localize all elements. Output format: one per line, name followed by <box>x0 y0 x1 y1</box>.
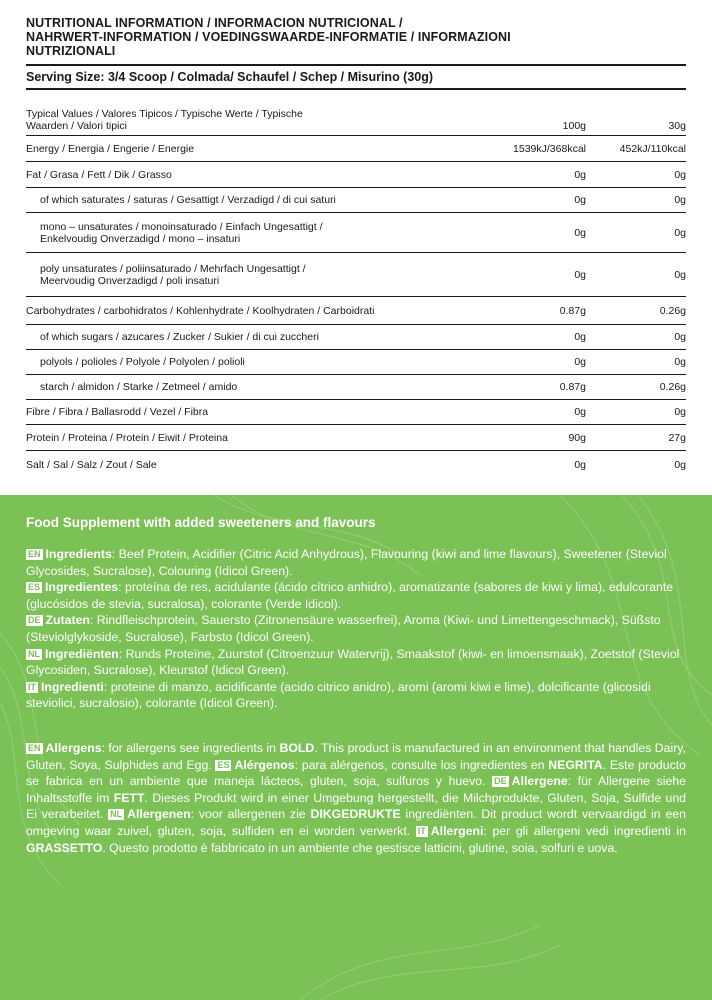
ingredients-keyword: Ingredienti <box>41 679 104 694</box>
language-badge: EN <box>28 549 41 559</box>
allergens-bold-word: BOLD <box>279 740 315 755</box>
allergens-text: : for allergens see ingredients in <box>101 740 280 755</box>
row-value-100g: 0g <box>574 168 586 181</box>
ingredients-block <box>26 546 686 712</box>
column-100g: 100g <box>562 120 586 132</box>
allergens-text: . Questo prodotto è fabbricato in un ambiente che gestisce latticini, glutine, soia, solfuri e uova. <box>102 840 618 855</box>
row-label <box>26 263 494 287</box>
row-value-30g: 0g <box>674 331 686 343</box>
row-label: of which sugars / azucares / Zucker / Sukier / di cui zuccheri <box>40 331 319 343</box>
row-value-100g: 0g <box>574 194 586 206</box>
row-value-100g: 0g <box>574 331 586 343</box>
food-supplement-title: Food Supplement with added sweeteners and flavours <box>26 515 376 530</box>
language-badge: IT <box>417 825 426 836</box>
serving-size: Serving Size: 3/4 Scoop / Colmada/ Schaufel / Schep / Misurino (30g) <box>26 66 686 90</box>
allergens-keyword: Allergene <box>511 774 568 789</box>
row-label: polyols / polioles / Polyole / Polyolen / polioli <box>40 356 245 368</box>
row-value-100g: 0g <box>574 268 586 281</box>
table-row <box>26 136 686 162</box>
row-label <box>26 221 494 245</box>
row-label: Fat / Grasa / Fett / Dik / Grasso <box>26 168 172 181</box>
allergens-block <box>26 740 686 856</box>
table-row <box>26 162 686 188</box>
table-row <box>26 425 686 451</box>
row-label: Energy / Energia / Engerie / Energie <box>26 142 195 155</box>
language-badge: ES <box>28 582 41 593</box>
row-value-100g: 90g <box>568 431 586 444</box>
table-row <box>26 350 686 375</box>
allergens-bold-word: FETT <box>113 790 145 805</box>
table-row <box>26 253 686 297</box>
allergens-text: : für Allergene siehe Inhaltsstoffe im <box>26 774 686 805</box>
allergens-text: : voor allergenen zie <box>190 807 311 822</box>
ingredients-nl <box>26 646 686 679</box>
row-value-100g: 1539kJ/368kcal <box>513 142 586 155</box>
table-header <box>26 90 686 136</box>
nutrition-heading <box>26 16 686 58</box>
allergens-keyword: Allergenen <box>127 807 191 822</box>
row-value-30g: 0g <box>674 194 686 206</box>
language-badge: DE <box>494 776 507 787</box>
table-row <box>26 451 686 478</box>
row-value-100g: 0g <box>574 458 586 471</box>
table-row <box>26 400 686 425</box>
row-value-30g: 0g <box>674 406 686 418</box>
row-value-30g: 0.26g <box>659 304 686 317</box>
allergens-bold-word: GRASSETTO <box>26 840 103 855</box>
table-row <box>26 213 686 253</box>
allergens-text: . This product is manufactured in an environment that handles Dairy, Gluten, Soya, Sulphides and Egg. <box>26 740 686 772</box>
ingredients-es <box>26 579 686 612</box>
language-badge: NL <box>110 809 123 820</box>
ingredients-text: : Beef Protein, Acidifier (Citric Acid Anhydrous), Flavouring (kiwi and lime flavours), Sweetener (Steviol Glycosides, Sucralose), Colouring (Idicol Green). <box>26 547 667 578</box>
ingredients-it <box>26 679 686 712</box>
row-label: of which saturates / saturas / Gesattigt / Verzadigd / di cui saturi <box>40 194 336 206</box>
ingredients-text: : proteine di manzo, acidificante (acido citrico anidro), aromi (aromi kiwi e lime), dolcificante (glicosidi steviolici, sucralosio), colorante (Idicol Green). <box>26 679 651 711</box>
ingredients-de <box>26 612 686 645</box>
heading-line: NUTRITIONAL INFORMATION / INFORMACION NUTRICIONAL / <box>26 16 403 30</box>
ingredients-keyword: Ingredients <box>45 547 112 561</box>
allergens-text: : per gli allergeni vedi ingredienti in <box>483 823 686 838</box>
header-label-line: Typical Values / Valores Tipicos / Typische Werte / Typische <box>26 108 303 120</box>
row-value-100g: 0.87g <box>559 381 586 393</box>
heading-line: NUTRIZIONALI <box>26 44 116 58</box>
row-label: Fibre / Fibra / Ballasrodd / Vezel / Fibra <box>26 406 209 418</box>
column-30g: 30g <box>668 120 686 132</box>
table-row <box>26 297 686 325</box>
ingredients-text: : Rindfleischprotein, Sauersto (Zitronensäure wasserfrei), Aroma (Kiwi- und Limettengeschmack), Süßsto (Steviolglykoside, Sucralose), Farbsto (Idicol Green). <box>26 613 661 644</box>
table-row <box>26 188 686 213</box>
row-label: Salt / Sal / Salz / Zout / Sale <box>26 458 157 471</box>
language-badge: IT <box>28 681 36 692</box>
row-value-100g: 0g <box>574 356 586 368</box>
row-label-line: Enkelvoudig Onverzadigd / mono – insaturi <box>40 232 241 245</box>
allergens-keyword: Allergeni <box>430 823 484 838</box>
ingredients-keyword: Ingrediënten <box>45 646 119 661</box>
allergens-bold-word: DIKGEDRUKTE <box>310 807 401 822</box>
row-value-30g: 27g <box>668 431 686 444</box>
row-label-line: mono – unsaturates / monoinsaturado / Einfach Ungesattigt / <box>40 220 323 233</box>
ingredients-text: : Runds Proteïne, Zuurstof (Citroenzuur Watervrij), Smaakstof (kiwi- en limoensmaak), Zoetstof (Steviol Glycosiden, Sucralose), Kleurstof (Idicol Green). <box>26 646 680 678</box>
row-value-30g: 0g <box>674 458 686 471</box>
row-value-30g: 452kJ/110kcal <box>619 142 686 155</box>
header-label <box>26 108 494 132</box>
allergens-text: . Este producto se fabrica en un ambiente que maneja lácteos, gluten, soja, sulfuros y huevo. <box>26 757 686 789</box>
ingredients-keyword: Zutaten <box>45 613 90 628</box>
allergens-text: ingrediënten. Dit product wordt vervaardigd in een omgeving waar zuivel, gluten, soja, sulfiden en ei worden verwerkt. <box>26 807 686 838</box>
allergens-bold-word: NEGRITA <box>548 757 603 772</box>
ingredients-keyword: Ingredientes <box>45 580 119 595</box>
allergens-text: . Dieses Produkt wird in einer Umgebung hergestellt, die Milchprodukte, Gluten, Soja, Sulfide und Ei verarbeitet. <box>26 790 686 822</box>
allergens-keyword: Allergens <box>45 740 102 755</box>
allergens-text: : para alérgenos, consulte los ingredientes en <box>294 757 549 772</box>
row-label: Protein / Proteina / Protein / Eiwit / Proteina <box>26 431 228 444</box>
row-label: starch / almidon / Starke / Zetmeel / amido <box>40 381 238 393</box>
ingredients-text: : proteína de res, acidulante (ácido cítrico anhidro), aromatizante (sabores de kiwi y lima), edulcorante (glucósidos de stevia, sucralosa), colorante (Verde Idicol). <box>26 580 674 611</box>
allergens-keyword: Alérgenos <box>234 757 295 772</box>
row-value-100g: 0.87g <box>559 304 586 317</box>
table-row <box>26 375 686 400</box>
language-badge: DE <box>28 615 41 626</box>
header-label-line: Waarden / Valori tipici <box>26 120 127 132</box>
language-badge: NL <box>28 648 40 659</box>
ingredients-en <box>26 546 686 579</box>
table-row <box>26 325 686 350</box>
row-value-30g: 0.26g <box>659 381 686 393</box>
nutrition-panel <box>0 0 712 495</box>
row-value-30g: 0g <box>674 168 686 181</box>
row-value-100g: 0g <box>574 226 586 239</box>
row-label-line: poly unsaturates / poliinsaturado / Mehrfach Ungesattigt / <box>40 262 306 275</box>
row-value-30g: 0g <box>674 356 686 368</box>
row-value-30g: 0g <box>674 268 686 281</box>
language-badge: ES <box>217 759 230 770</box>
row-value-30g: 0g <box>674 226 686 239</box>
ingredients-panel <box>0 495 712 1000</box>
language-badge: EN <box>28 742 41 753</box>
row-label: Carbohydrates / carbohidratos / Kohlenhydrate / Koolhydraten / Carboidrati <box>26 304 375 317</box>
heading-line: NAHRWERT-INFORMATION / VOEDINGSWAARDE-INFORMATIE / INFORMAZIONI <box>26 30 511 44</box>
row-label-line: Meervoudig Onverzadigd / poli insaturi <box>40 274 220 287</box>
row-value-100g: 0g <box>574 406 586 418</box>
